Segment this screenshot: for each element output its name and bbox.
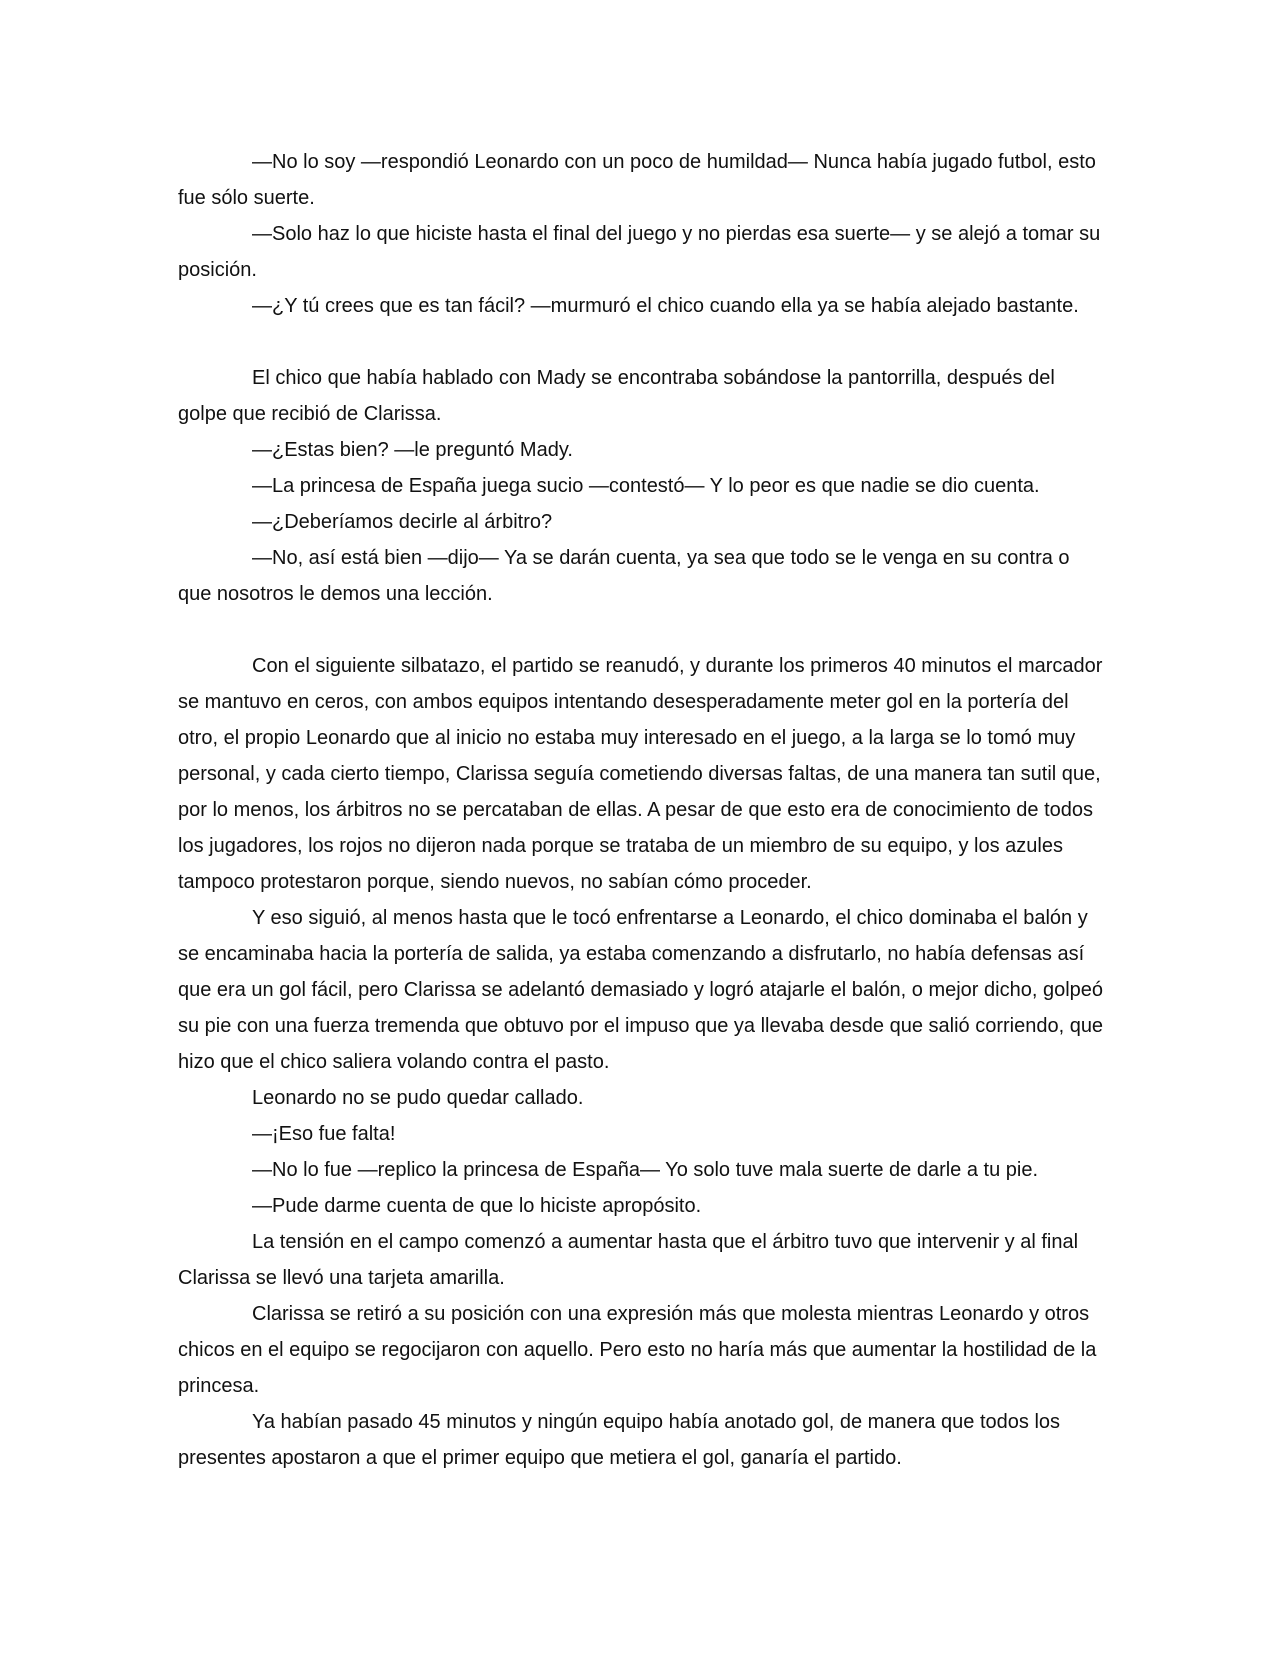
paragraph: —¡Eso fue falta! [252, 1123, 396, 1145]
document-page [178, 144, 1104, 1476]
paragraph: Leonardo no se pudo quedar callado. [252, 1087, 584, 1109]
paragraph: La tensión en el campo comenzó a aumentar hasta que el árbitro tuvo que intervenir y al final Clarissa se llevó una tarjeta amarilla. [178, 1231, 1079, 1289]
paragraph: —¿Estas bien? —le preguntó Mady. [252, 439, 573, 461]
paragraph: —¿Deberíamos decirle al árbitro? [252, 511, 553, 533]
paragraph: —No lo soy —respondió Leonardo con un poco de humildad— Nunca había jugado futbol, esto fue sólo suerte. [178, 151, 1096, 209]
paragraph: Y eso siguió, al menos hasta que le tocó enfrentarse a Leonardo, el chico dominaba el balón y se encaminaba hacia la portería de salida, ya estaba comenzando a disfrutarlo, no había defensas así que era un gol fácil, pero Clarissa se adelantó demasiado y logró atajarle el balón, o mejor dicho, golpeó su pie con una fuerza tremenda que obtuvo por el impuso que ya llevaba desde que salió corriendo, que hizo que el chico saliera volando contra el pasto. [178, 907, 1104, 1073]
paragraph: Ya habían pasado 45 minutos y ningún equipo había anotado gol, de manera que todos los presentes apostaron a que el primer equipo que metiera el gol, ganaría el partido. [178, 1411, 1061, 1469]
paragraph: —Solo haz lo que hiciste hasta el final del juego y no pierdas esa suerte— y se alejó a tomar su posición. [178, 223, 1101, 281]
paragraph: —No lo fue —replico la princesa de España— Yo solo tuve mala suerte de darle a tu pie. [252, 1159, 1039, 1181]
paragraph: Clarissa se retiró a su posición con una expresión más que molesta mientras Leonardo y otros chicos en el equipo se regocijaron con aquello. Pero esto no haría más que aumentar la hostilidad de la princesa. [178, 1303, 1097, 1397]
paragraph: —Pude darme cuenta de que lo hiciste apropósito. [252, 1195, 702, 1217]
paragraph: —La princesa de España juega sucio —contestó— Y lo peor es que nadie se dio cuenta. [252, 475, 1040, 497]
paragraph: Con el siguiente silbatazo, el partido se reanudó, y durante los primeros 40 minutos el marcador se mantuvo en ceros, con ambos equipos intentando desesperadamente meter gol en la portería del otro, el propio Leonardo que al inicio no estaba muy interesado en el juego, a la larga se lo tomó muy personal, y cada cierto tiempo, Clarissa seguía cometiendo diversas faltas, de una manera tan sutil que, por lo menos, los árbitros no se percataban de ellas. A pesar de que esto era de conocimiento de todos los jugadores, los rojos no dijeron nada porque se trataba de un miembro de su equipo, y los azules tampoco protestaron porque, siendo nuevos, no sabían cómo proceder. [178, 655, 1103, 893]
paragraph: El chico que había hablado con Mady se encontraba sobándose la pantorrilla, después del golpe que recibió de Clarissa. [178, 367, 1055, 425]
paragraph: —¿Y tú crees que es tan fácil? —murmuró el chico cuando ella ya se había alejado bastante. [252, 295, 1079, 317]
paragraph: —No, así está bien —dijo— Ya se darán cuenta, ya sea que todo se le venga en su contra o que nosotros le demos una lección. [178, 547, 1070, 605]
